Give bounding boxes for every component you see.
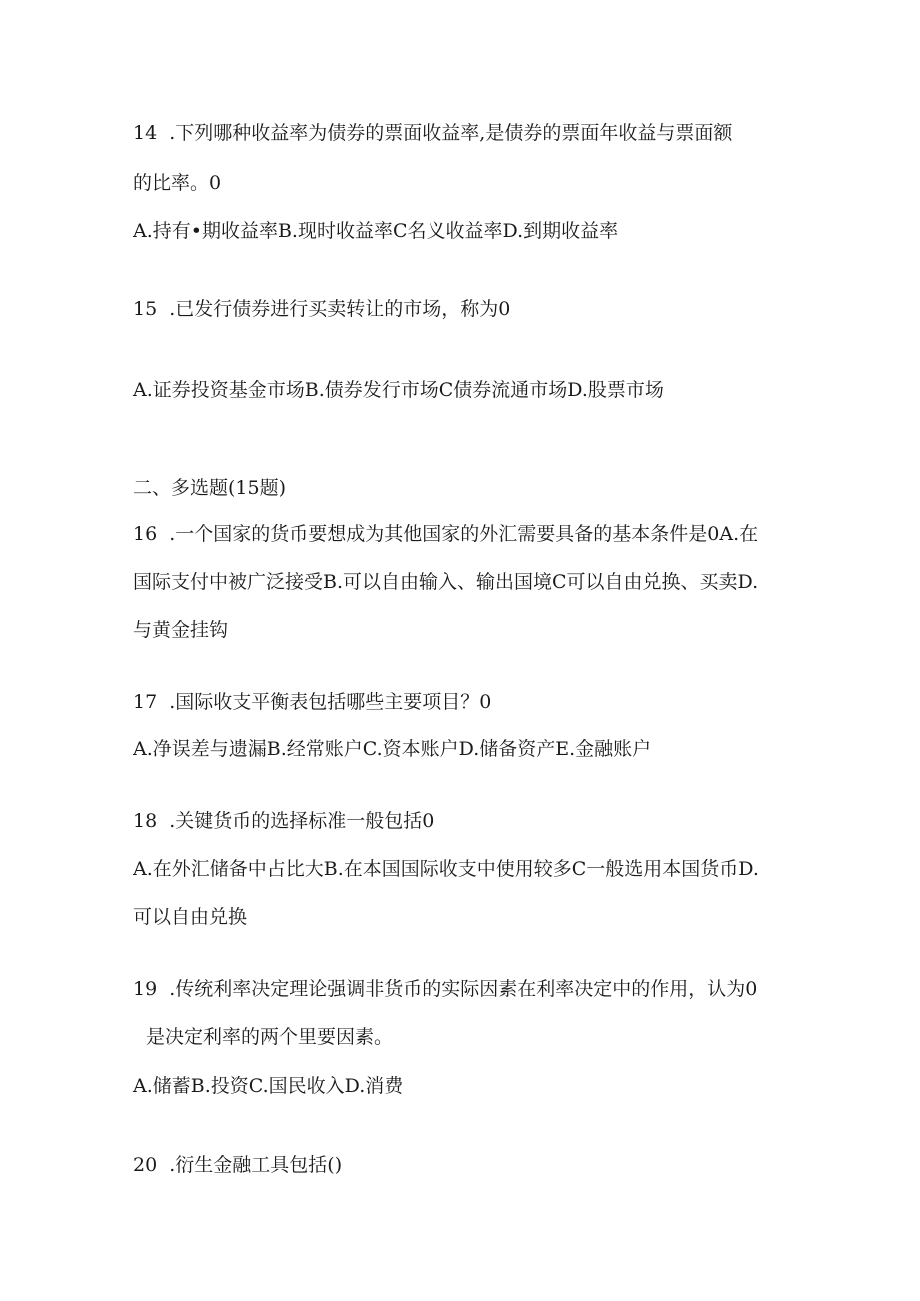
question-15-text: 15 .已发行债券进行买卖转让的市场，称为0: [133, 298, 511, 320]
question-19-text-cont: 是决定利率的两个里要因素。: [146, 1026, 394, 1048]
question-15-options: A.证券投资基金市场B.债券发行市场C债券流通市场D.股票市场: [133, 379, 664, 401]
question-18-options: A.在外汇储备中占比大B.在本国国际收支中使用较多C一般选用本国货币D.: [133, 858, 759, 880]
question-14-text-cont: 的比率。0: [133, 172, 222, 194]
question-14-text: 14 .下列哪种收益率为债券的票面收益率,是债券的票面年收益与票面额: [133, 122, 733, 144]
question-17-text: 17 .国际收支平衡表包括哪些主要项目？0: [133, 691, 492, 713]
question-19-options: A.储蓄B.投资C.国民收入D.消费: [133, 1075, 404, 1097]
question-17-options: A.净误差与遗漏B.经常账户C.资本账户D.储备资产E.金融账户: [133, 738, 652, 760]
question-18-text: 18 .关键货币的选择标准一般包括0: [133, 810, 435, 832]
question-16-text-cont: 国际支付中被广泛接受B.可以自由输入、输出国境C可以自由兑换、买卖D.: [133, 571, 759, 593]
question-16-text-cont: 与黄金挂钩: [133, 619, 229, 641]
question-14-options: A.持有•期收益率B.现时收益率C名义收益率D.到期收益率: [133, 220, 619, 242]
question-20-text: 20 .衍生金融工具包括(): [133, 1154, 343, 1176]
section-heading: 二、多选题(15题): [133, 477, 287, 499]
question-19-text: 19 .传统利率决定理论强调非货币的实际因素在利率决定中的作用，认为0: [133, 978, 758, 1000]
question-18-options-cont: 可以自由兑换: [133, 906, 248, 928]
question-16-text: 16 .一个国家的货币要想成为其他国家的外汇需要具备的基本条件是0A.在: [133, 523, 759, 545]
